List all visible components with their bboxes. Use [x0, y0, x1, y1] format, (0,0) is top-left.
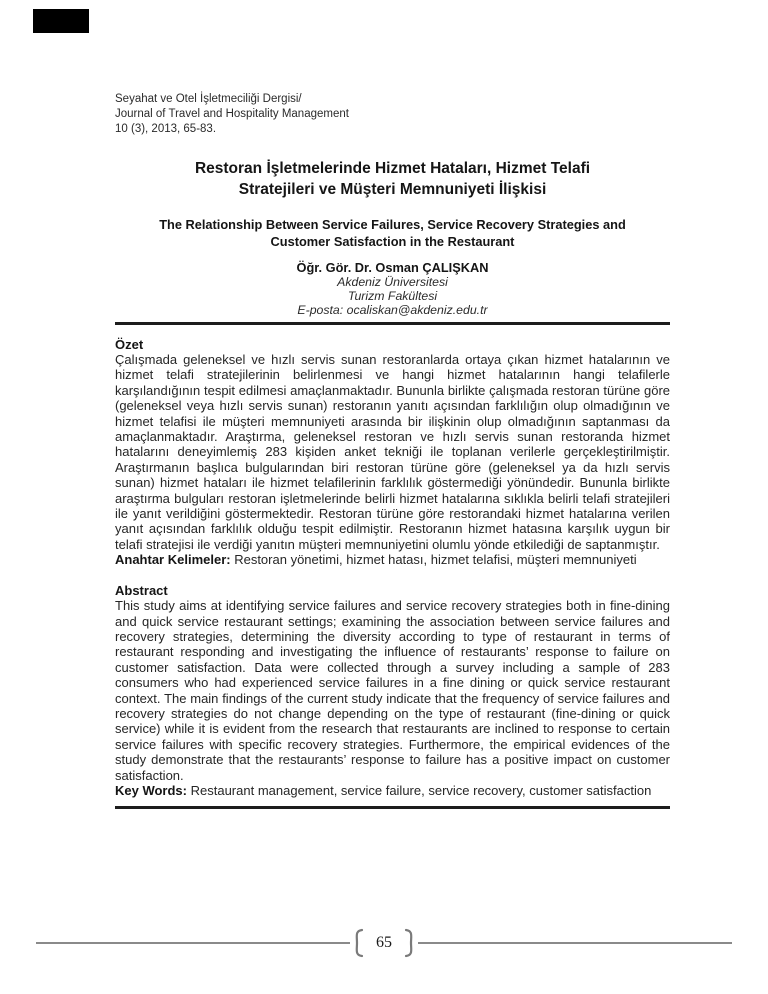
text-column: [115, 0, 670, 809]
scan-artifact-bar: [33, 9, 89, 33]
footer-divider-rule: [115, 806, 670, 809]
article-title-turkish-line1: Restoran İşletmelerinde Hizmet Hataları, Hizmet Telafi: [194, 160, 591, 177]
abstract-paragraph: This study aims at identifying service failures and service recovery strategies both in fine-dining and quick service restaurant settings; examining the association between service failures and recovery strategies, determining the diversity according to type of restaurant in terms of restaurant responding and investigating the influence of restaurants’ response to failure on customer satisfaction. Data were collected through a survey including a sample of 283 consumers who had experienced service failures in a fine dining or quick service restaurant context. The main findings of the current study indicate that the frequency of service failures and recovery strategies do not change depending on the type of restaurant (fine-dining or quick service) while it is evident from the research that restaurants are inclined to response to certain service failures with specific recovery strategies. Furthermore, the empirical evidences of the study demonstrate that the restaurants’ response to failure has a positive impact on customer satisfaction.: [115, 598, 670, 783]
article-title-turkish-line2: Stratejileri ve Müşteri Memnuniyeti İlişkisi: [238, 180, 547, 198]
ozet-keywords-text: Restoran yönetimi, hizmet hatası, hizmet telafisi, müşteri memnuniyeti: [230, 552, 637, 568]
page-footer: [36, 928, 732, 958]
footer-line-left: [36, 942, 350, 944]
abstract-keywords-text: Restaurant management, service failure, service recovery, customer satisfaction: [187, 782, 652, 798]
abstract-heading: Abstract: [115, 582, 168, 598]
abstract-keywords: [115, 783, 670, 798]
header-divider-rule: [115, 322, 670, 325]
left-bracket-icon: [350, 928, 364, 958]
journal-name-turkish: Seyahat ve Otel İşletmeciliği Dergisi/: [115, 93, 302, 105]
author-name: Öğr. Gör. Dr. Osman ÇALIŞKAN: [296, 260, 489, 275]
article-title-english: [115, 217, 670, 250]
article-title-english-line2: Customer Satisfaction in the Restaurant: [270, 233, 515, 249]
abstract-keywords-label: Key Words:: [115, 782, 187, 798]
journal-issue-info: 10 (3), 2013, 65-83.: [115, 123, 217, 135]
right-bracket-icon: [404, 928, 418, 958]
author-university: Akdeniz Üniversitesi: [337, 275, 448, 289]
author-email: E-posta: ocaliskan@akdeniz.edu.tr: [297, 303, 488, 318]
article-title-english-line1: The Relationship Between Service Failures, Service Recovery Strategies and: [159, 217, 626, 232]
author-faculty: Turizm Fakültesi: [347, 289, 438, 304]
page-number: 65: [376, 934, 392, 951]
journal-name-english: Journal of Travel and Hospitality Management: [115, 108, 349, 120]
ozet-heading: Özet: [115, 336, 144, 352]
journal-header: [115, 92, 670, 137]
ozet-keywords-label: Anahtar Kelimeler:: [115, 552, 231, 568]
footer-line-right: [418, 942, 732, 944]
ozet-keywords: [115, 552, 670, 567]
ozet-paragraph: Çalışmada geleneksel ve hızlı servis sunan restoranlarda ortaya çıkan hizmet hatalarının ve hizmet telafi stratejilerinin belirlenmesi ve hangi hizmet hatalarının hangi telafilerle karşılandığının tespit edilmesi amaçlanmaktadır. Bununla birlikte çalışmada restoran türüne göre (geleneksel veya hızlı servis sunan) restoranın yanıtı açısından farklılığın olup olmadığının ve hizmet telafisi ile müşteri memnuniyeti arasında bir ilişkinin olup olmadığının saptanması da amaçlanmaktadır. Araştırma, geleneksel restoran ve hızlı servis sunan restoranda hizmet hatalarını deneyimlemiş 283 kişiden anket tekniği ile toplanan verilerle gerçekleştirilmiştir. Araştırmanın başlıca bulgularından biri restoran türüne göre (geleneksel ya da hızlı servis sunan) hizmet hataları ile hizmet telafilerinin farklılık göstermediği yönündedir. Bununla birlikte araştırma bulguları restoran işletmelerinde belirli hizmet hatalarına sıklıkla belirli telafi stratejileri ile yanıt verildiğini göstermektedir. Restoran türüne göre restorandaki hizmet hatalarına verilen yanıt açısından farklılık olduğu tespit edilmiştir. Restoranın hizmet hatasına karşılık uygun bir telafi stratejisi ile verdiği yanıtın müşteri memnuniyetini olumlu yönde etkilediği de saptanmıştır.: [115, 352, 670, 552]
article-title-turkish: [115, 159, 670, 200]
